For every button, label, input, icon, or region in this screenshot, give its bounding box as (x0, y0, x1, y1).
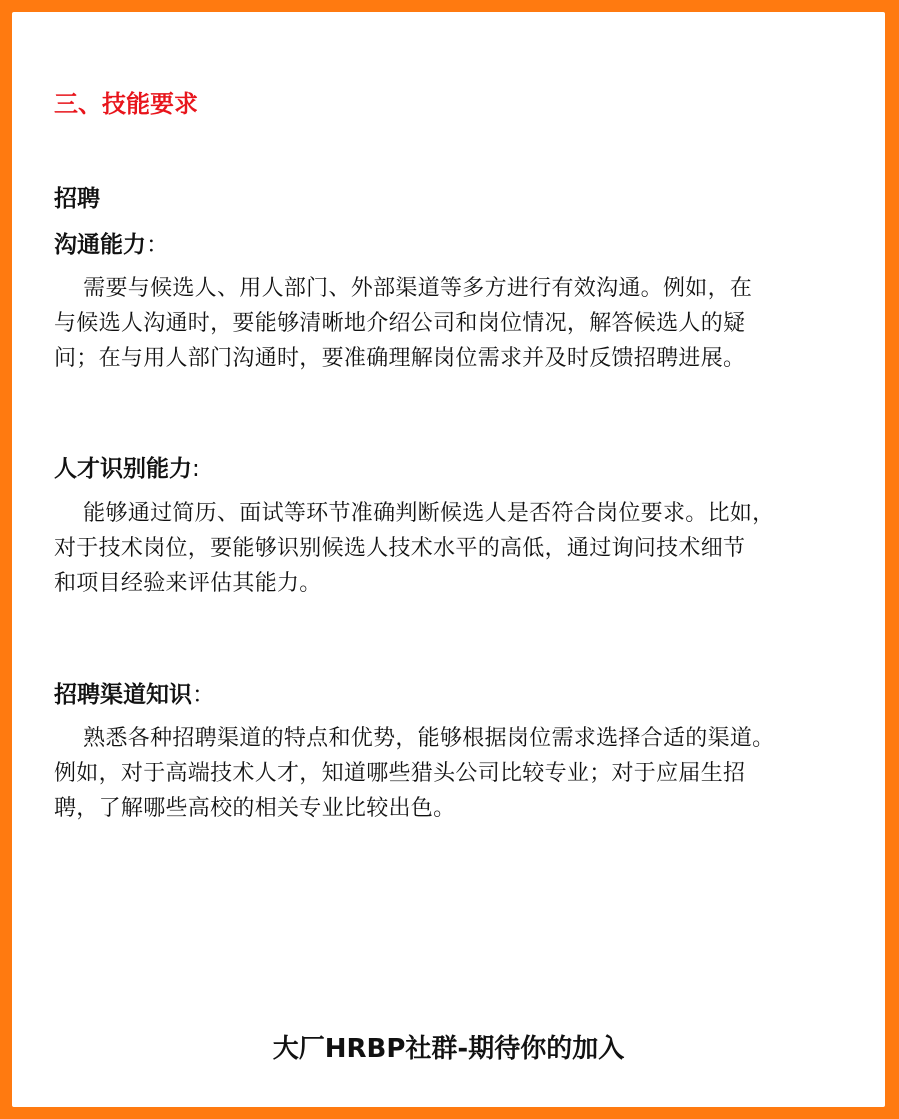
skill-description-talent-identification (54, 496, 854, 601)
section-title: 三、技能要求 (54, 90, 198, 118)
paragraph-line: 和项目经验来评估其能力。 (54, 571, 322, 596)
paragraph-line: 与候选人沟通时，要能够清晰地介绍公司和岗位情况，解答候选人的疑 (54, 311, 746, 336)
document-page (12, 12, 885, 1107)
skill-heading-recruitment-channels (54, 680, 215, 710)
skill-title: 人才识别能力 (54, 456, 192, 482)
paragraph-line: 聘，了解哪些高校的相关专业比较出色。 (54, 796, 456, 821)
skill-colon: ： (192, 682, 215, 708)
skill-title: 沟通能力 (54, 232, 146, 258)
skill-description-communication (54, 271, 854, 376)
skill-heading-communication (54, 230, 169, 260)
paragraph-line: 问；在与用人部门沟通时，要准确理解岗位需求并及时反馈招聘进展。 (54, 346, 746, 371)
category-heading: 招聘 (54, 186, 100, 212)
paragraph-line: 熟悉各种招聘渠道的特点和优势，能够根据岗位需求选择合适的渠道。 (54, 726, 775, 751)
paragraph-line: 需要与候选人、用人部门、外部渠道等多方进行有效沟通。例如，在 (54, 276, 753, 301)
skill-colon: : (192, 456, 200, 482)
footer-slogan: 大厂HRBP社群-期待你的加入 (272, 1034, 625, 1064)
skill-description-recruitment-channels (54, 721, 854, 826)
skill-colon: ： (146, 232, 169, 258)
paragraph-line: 例如，对于高端技术人才，知道哪些猎头公司比较专业；对于应届生招 (54, 761, 746, 786)
paragraph-line: 能够通过简历、面试等环节准确判断候选人是否符合岗位要求。比如， (54, 501, 775, 526)
skill-title: 招聘渠道知识 (54, 682, 192, 708)
skill-heading-talent-identification (54, 454, 200, 484)
paragraph-line: 对于技术岗位，要能够识别候选人技术水平的高低，通过询问技术细节 (54, 536, 746, 561)
